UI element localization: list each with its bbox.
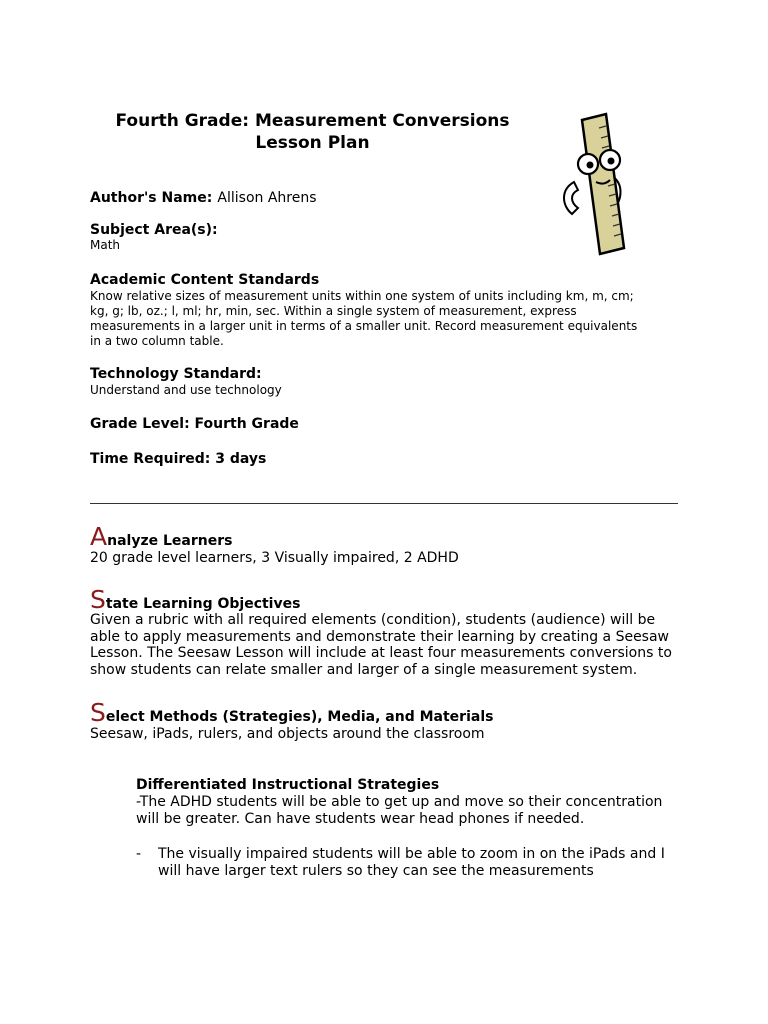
page-title (100, 110, 525, 154)
title-line-2: Lesson Plan (255, 133, 370, 153)
analyze-text: 20 grade level learners, 3 Visually impaired, 2 ADHD (90, 550, 459, 566)
differentiated-text (136, 794, 696, 827)
select-heading-text: elect Methods (Strategies), Media, and Materials (105, 709, 494, 725)
state-cap: S (90, 585, 106, 614)
state-heading (90, 585, 300, 614)
select-text: Seesaw, iPads, rulers, and objects around the classroom (90, 726, 485, 742)
subject-label: Subject Area(s): (90, 222, 218, 238)
state-line: Lesson. The Seesaw Lesson will include at least four measurements conversions to (90, 645, 672, 661)
author-row (90, 187, 317, 206)
subject-value: Math (90, 238, 121, 252)
differentiated-line: -The ADHD students will be able to get up and move so their concentration (136, 794, 663, 810)
state-line: Given a rubric with all required elements (condition), students (audience) will be (90, 612, 656, 628)
differentiated-heading: Differentiated Instructional Strategies (136, 777, 440, 793)
author-label: Author's Name: (90, 190, 213, 206)
standards-line: in a two column table. (90, 334, 224, 348)
state-line: show students can relate smaller and larger of a single measurement system. (90, 661, 638, 678)
standards-label: Academic Content Standards (90, 272, 320, 288)
standards-line: measurements in a larger unit in terms of a smaller unit. Record measurement equivalents (90, 319, 638, 333)
title-line-1: Fourth Grade: Measurement Conversions (115, 111, 510, 131)
state-text (90, 612, 690, 678)
state-line: able to apply measurements and demonstrate their learning by creating a Seesaw (90, 628, 670, 645)
bullet-marker: - (136, 846, 142, 862)
bullet-line: will have larger text rulers so they can see the measurements (158, 862, 594, 879)
bullet-line: The visually impaired students will be able to zoom in on the iPads and I (158, 846, 665, 862)
divider (90, 503, 678, 504)
analyze-heading-text: nalyze Learners (107, 533, 233, 549)
time-required: Time Required: 3 days (90, 451, 267, 467)
technology-value: Understand and use technology (90, 383, 282, 397)
analyze-heading (90, 522, 232, 551)
standards-text (90, 289, 690, 349)
select-cap: S (90, 698, 106, 727)
select-heading (90, 698, 493, 727)
grade-level: Grade Level: Fourth Grade (90, 416, 299, 432)
standards-line: Know relative sizes of measurement units within one system of units including km, m, cm; (90, 289, 634, 303)
analyze-cap: A (90, 522, 108, 551)
standards-line: kg, g; lb, oz.; l, ml; hr, min, sec. Within a single system of measurement, express (90, 304, 577, 318)
technology-label: Technology Standard: (90, 366, 262, 382)
state-heading-text: tate Learning Objectives (105, 596, 301, 612)
author-name: Allison Ahrens (217, 190, 317, 206)
bullet-item (158, 846, 698, 879)
differentiated-line: will be greater. Can have students wear head phones if needed. (136, 810, 585, 827)
cartoon-ruler-icon (552, 110, 640, 258)
